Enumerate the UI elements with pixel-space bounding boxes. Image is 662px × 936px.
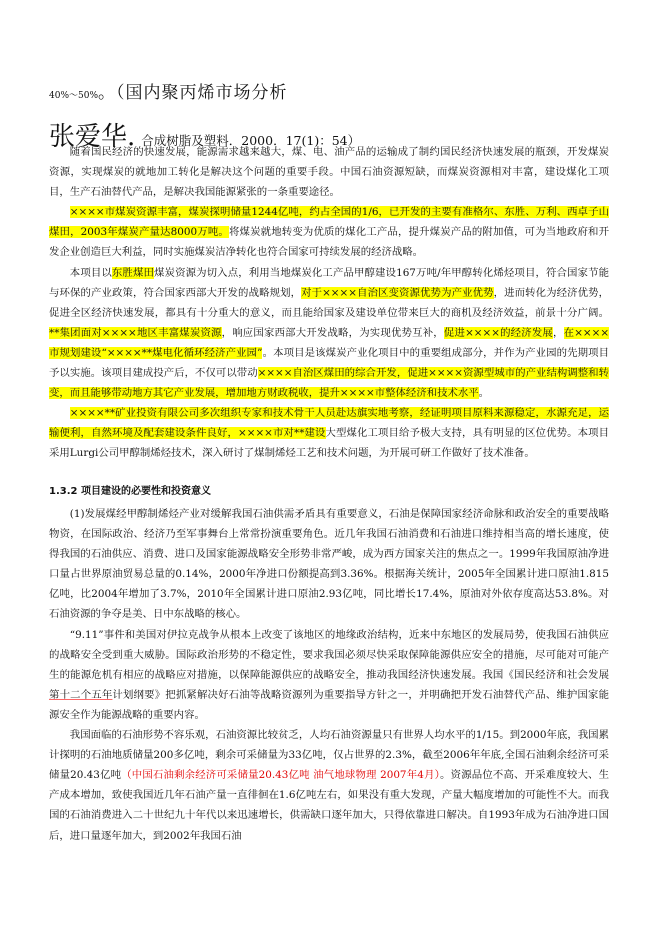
paragraph-text: “9.11”事件和美国对伊拉克战争从根本上改变了该地区的地缘政治结构，近来中东地区的发展局势，使我国石油供应的战略安全受到重大威胁。国际政治形势的不稳定性，要求我国必须尽快采取保障能源供应安全的措施，尽可能对可能产生的能源危机有相应的战略应对措施，以保障能源供应的战略安全，推动我国经济快速发展。我国《国民经济和社会发展 bbox=[49, 628, 609, 681]
paragraph: (1)发展煤经甲醇制烯烃产业对缓解我国石油供需矛盾具有重要意义，石油是保障国家经济命脉和政治安全的重要战略物资，在国际政治、经济乃至军事舞台上常常扮演重要角色。近几年我国石油消费和石油进口维持相当高的增长速度，使得我国的石油供应、消费、进口及国家能源战略安全形势非常严峻，成为西方国家关注的焦点之一。1999年我国原油净进口量占世界原油贸易总量的0.14%，2000年净进口份额提高到3.36%。根据海关统计，2005年全国累计进口原油1.815亿吨，比2004年增加了3.7%，2010年全国累计进口原油2.93亿吨，同比增长17.4%，原油对外依存度高达53.8%。对石油资源的争夺是美、日中东战略的核心。 bbox=[49, 508, 609, 621]
highlighted-text: 对于××××自治区变资源优势为产业优势 bbox=[301, 286, 494, 299]
section-1-body bbox=[49, 142, 609, 464]
header-line bbox=[49, 78, 288, 103]
paragraph-text: 我国面临的石油形势不容乐观，石油资源比较贫乏，人均石油资源量只有世界人均水平的1/15。到2000年底，我国累计探明的石油地质储量200多亿吨，剩余可采储量为33亿吨，仅占世界的2.3%，截至2006年年底,全国石油剩余经济可采储量20.43亿吨 bbox=[49, 729, 609, 782]
citation-text: 合成树脂及塑料．2000．17(1)：54） bbox=[141, 133, 361, 148]
paragraph-text: 。资源品位不高、开采难度较大、生产成本增加，致使我国近几年石油产量一直徘徊在1.6亿吨左右，如果没有重大发现，产量大幅度增加的可能性不大。而我国的石油消费进入二十世纪九十年代以来迅速增长，供需缺口逐年加大，只得依靠进口解决。自1993年成为石油净进口国后，进口量逐年加大，到2002年我国石油 bbox=[49, 769, 610, 842]
paragraph bbox=[49, 202, 609, 262]
paragraph-text: ，响应国家西部大开发战略，为实现优势互补， bbox=[221, 326, 444, 339]
highlighted-text: 促进××××的经济发展 bbox=[443, 326, 554, 339]
paragraph-text: 大型煤化工项目给予极大支持，具有明显的区位优势。本项目采用Lurgi公司甲醇制烯烃技术，深入研讨了煤制烯烃工艺和技术问题，为开展可研工作做好了技术准备。 bbox=[49, 427, 609, 460]
paragraph bbox=[49, 625, 609, 725]
paragraph-text: 将煤炭就地转变为优质的煤化工产品，提升煤炭产品的附加值，可为当地政府和开发企业创造巨大利益，同时实施煤炭洁净转化也符合国家可持续发展的经济战略。 bbox=[49, 226, 609, 259]
section-heading: 1.3.2 项目建设的必要性和投资意义 bbox=[49, 486, 211, 497]
highlighted-text: ××××市煤炭资源丰富，煤炭探明储量1244亿吨，约占全国的1/6，已开发的主要有准格尔、东胜、万利、西卓子山煤田，2003年煤炭产量达8000万吨。 bbox=[49, 206, 609, 239]
highlighted-text: **集团面对××××地区丰富煤炭资源 bbox=[49, 326, 222, 339]
author-name: 张爱华. bbox=[49, 122, 136, 152]
paragraph-text: 。 bbox=[478, 387, 490, 400]
paragraph-text: 计划纲要》把抓紧解决好石油等战略资源列为重要指导方针之一，并明确把开发石油替代产品、维护国家能源安全作为能源战略的重要内容。 bbox=[49, 688, 610, 721]
paragraph-text: ，进而转化为经济优势，促进全区经济快速发展，都具有十分重大的意义，而且能给国家及建设单位带来巨大的商机及经济效益，前景十分广阔。 bbox=[49, 286, 610, 319]
underlined-text: 第十二个五年 bbox=[49, 688, 113, 701]
header-range: 40%～50% bbox=[49, 91, 99, 101]
highlighted-text: ××××**矿业投资有限公司多次组织专家和技术骨干人员赴达旗实地考察，经证明项目原料来源稳定，水源充足，运输便利，自然环境及配套建设条件良好，××××市对**建设 bbox=[49, 407, 609, 440]
paragraph-text: 。本项目是该煤炭产业化项目中的重要组成部分，并作为产业园的先期项目予以实施。该项目建成投产后，不仅可以带动 bbox=[49, 346, 609, 380]
highlighted-text: 在××××市规划建设“××××**煤电化循环经济产业园” bbox=[49, 326, 610, 359]
paragraph bbox=[49, 263, 609, 404]
highlighted-text: 东胜煤田 bbox=[111, 266, 155, 279]
red-citation-note: （中国石油剩余经济可采储量20.43亿吨 油气地球物理 2007年4月） bbox=[121, 769, 441, 782]
header-dot: 。 bbox=[98, 83, 117, 103]
paragraph-text: 煤炭资源为切入点，利用当地煤炭化工产品甲醇建设167万吨/年甲醇转化烯烃项目，符合国家节能与环保的产业政策，符合国家西部大开发的战略规划， bbox=[49, 266, 610, 299]
section-2-body bbox=[49, 504, 609, 846]
paragraph bbox=[49, 725, 609, 846]
paragraph: 随着国民经济的快速发展，能源需求越来越大，煤、电、油产品的运输成了制约国民经济快速发展的瓶颈，开发煤炭资源，实现煤炭的就地加工转化是解决这个问题的重要手段。中国石油资源短缺，而煤炭资源相对丰富，建设煤化工项目，生产石油替代产品，是解决我国能源紧张的一条重要途径。 bbox=[49, 146, 609, 199]
header-title: （国内聚丙烯市场分析 bbox=[116, 83, 288, 103]
highlighted-text: ××××自治区煤田的综合开发，促进××××资源型城市的产业结构调整和转变，而且能够带动地方其它产业发展，增加地方财政税收，提升××××市整体经济和技术水平 bbox=[49, 367, 609, 400]
paragraph bbox=[49, 403, 609, 463]
paragraph-text: ， bbox=[553, 326, 564, 339]
paragraph-text: 本项目以 bbox=[69, 266, 112, 279]
